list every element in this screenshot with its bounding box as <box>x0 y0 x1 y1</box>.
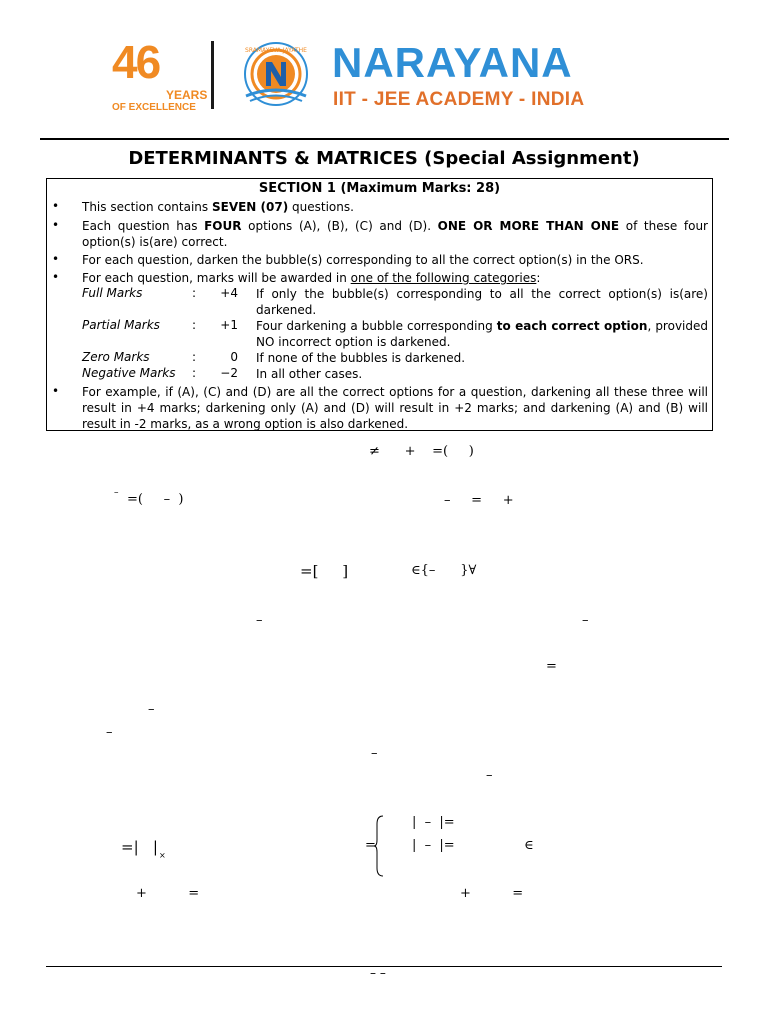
math-fragment: – <box>148 702 155 717</box>
instruction-1: This section contains SEVEN (07) questions. <box>82 200 354 214</box>
marks-value: −2 <box>220 366 238 380</box>
bullet-5: • <box>52 384 60 398</box>
math-fragment: + = <box>136 886 200 901</box>
marks-description: Four darkening a bubble corresponding to each correct option, provided NO incorrect option is darkened. <box>256 319 708 349</box>
math-fragment: – = + <box>444 493 514 508</box>
marks-colon: : <box>192 366 197 380</box>
instruction-5: For example, if (A), (C) and (D) are all the correct options for a question, darkening all these three will result in +4 marks; darkening only (A) and (D) will result in +2 marks; and darkening (A) and (B) will result in -2 marks, as a wrong option is also darkened. <box>82 385 708 431</box>
bullet-1: • <box>52 199 60 213</box>
marks-label: Full Marks <box>82 286 143 300</box>
footer-page-marker: – – <box>370 966 386 980</box>
marks-description: If only the bubble(s) corresponding to all the correct option(s) is(are) darkened. <box>256 287 708 317</box>
math-fragment: ∈{– }∀ <box>411 563 477 578</box>
math-fragment: ≠ + =( ) <box>369 444 474 459</box>
math-fragment: – <box>582 613 589 628</box>
marks-value: +4 <box>220 286 238 300</box>
math-fragment: + = <box>460 886 524 901</box>
section-heading: SECTION 1 (Maximum Marks: 28) <box>258 181 501 196</box>
math-fragment: – <box>114 488 119 498</box>
math-fragment: × <box>159 851 166 860</box>
instruction-2: Each question has FOUR options (A), (B), (C) and (D). ONE OR MORE THAN ONE of these four option(s) is(are) correct. <box>82 219 708 249</box>
emblem-text: SRAMAYEVA JAYATHE <box>245 47 307 54</box>
instruction-4: For each question, marks will be awarded in one of the following categories: <box>82 271 541 285</box>
math-fragment: = <box>546 659 557 674</box>
math-fragment: – <box>486 768 493 783</box>
logo-divider <box>211 41 214 109</box>
marks-label: Negative Marks <box>82 366 176 380</box>
math-fragment: =( – ) <box>127 492 184 507</box>
excellence-text: OF EXCELLENCE <box>112 102 196 113</box>
marks-description: If none of the bubbles is darkened. <box>256 351 466 365</box>
header-rule <box>40 138 729 140</box>
math-fragment: – <box>371 746 378 761</box>
years-of-excellence-logo <box>112 36 208 113</box>
brand-name: NARAYANA <box>332 39 573 86</box>
math-fragment: =| | <box>121 838 158 856</box>
math-fragment: – <box>106 725 113 740</box>
years-number: 46 <box>112 36 160 88</box>
instruction-3: For each question, darken the bubble(s) corresponding to all the correct option(s) in the ORS. <box>82 253 644 267</box>
marks-colon: : <box>192 350 197 364</box>
marks-value: +1 <box>220 318 238 332</box>
bullet-2: • <box>52 218 60 232</box>
math-fragment: | – |= <box>412 838 455 853</box>
bullet-4: • <box>52 270 60 284</box>
marks-label: Partial Marks <box>82 318 160 332</box>
piecewise-brace-icon <box>373 814 385 878</box>
math-fragment: =[ ] <box>300 562 349 580</box>
page-title: DETERMINANTS & MATRICES (Special Assignment) <box>128 148 640 169</box>
marks-description: In all other cases. <box>256 367 363 381</box>
marks-colon: : <box>192 318 197 332</box>
math-fragment: ∈ <box>524 838 534 853</box>
bullet-3: • <box>52 252 60 266</box>
years-word: YEARS <box>166 88 208 102</box>
math-fragment: | – |= <box>412 815 455 830</box>
marks-value: 0 <box>230 350 238 364</box>
brand-subtitle: IIT - JEE ACADEMY - INDIA <box>333 89 585 110</box>
marks-label: Zero Marks <box>82 350 150 364</box>
marks-colon: : <box>192 286 197 300</box>
math-fragment: = <box>365 838 376 853</box>
math-fragment: – <box>256 613 263 628</box>
narayana-emblem-icon <box>228 40 324 110</box>
